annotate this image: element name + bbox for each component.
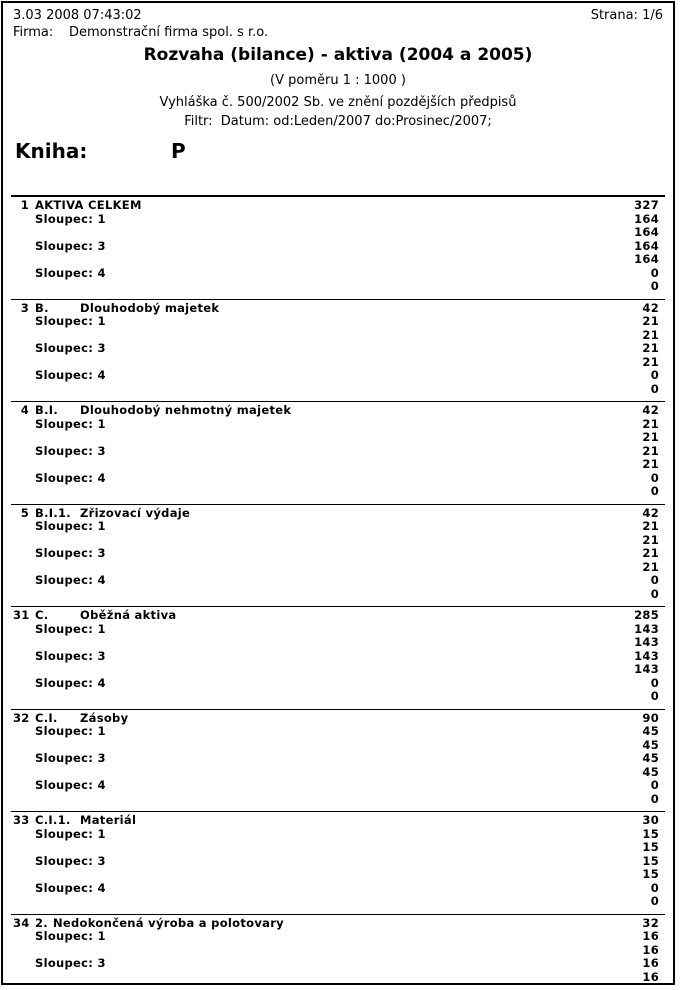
report-section <box>11 606 665 709</box>
report-table <box>3 195 673 985</box>
detail-label: Sloupec: 4 <box>35 778 106 792</box>
detail-value: 0 <box>650 689 659 703</box>
regulation-note: Vyhláška č. 500/2002 Sb. ve znění pozdějších předpisů <box>159 95 517 110</box>
detail-row <box>13 650 659 664</box>
detail-value: 0 <box>650 484 659 498</box>
detail-row <box>13 342 659 356</box>
detail-label: Sloupec: 3 <box>35 648 106 663</box>
detail-row <box>13 971 659 985</box>
detail-value: 0 <box>650 791 659 806</box>
detail-row <box>13 280 659 294</box>
report-section <box>11 299 665 402</box>
detail-row <box>13 636 659 650</box>
detail-row <box>13 445 659 459</box>
section-total: 32 <box>642 915 659 930</box>
detail-value: 0 <box>650 586 659 601</box>
section-header-row <box>13 917 659 931</box>
detail-row <box>13 534 659 548</box>
section-header-row <box>13 712 659 726</box>
report-section <box>11 401 665 504</box>
section-number: 34 <box>13 915 30 930</box>
detail-row <box>13 369 659 383</box>
section-total: 42 <box>642 403 659 417</box>
section-code: C.I. <box>35 710 58 725</box>
section-header-row <box>13 302 659 316</box>
section-total: 90 <box>642 710 659 725</box>
detail-value: 21 <box>642 430 659 444</box>
detail-row <box>13 828 659 842</box>
detail-row <box>13 315 659 329</box>
section-code: C. <box>35 608 49 622</box>
section-header-row <box>13 199 659 213</box>
detail-value: 21 <box>642 341 659 355</box>
detail-value: 143 <box>634 662 659 676</box>
detail-label: Sloupec: 4 <box>35 675 106 690</box>
detail-row <box>13 793 659 807</box>
detail-value: 21 <box>642 327 659 342</box>
section-header-row <box>13 404 659 418</box>
detail-row <box>13 418 659 432</box>
section-name: Nedokončená výroba a polotovary <box>53 915 284 930</box>
detail-label: Sloupec: 1 <box>35 621 106 636</box>
section-name: Oběžná aktiva <box>80 608 177 622</box>
report-page <box>1 1 675 985</box>
detail-row <box>13 329 659 343</box>
detail-value: 21 <box>642 519 659 533</box>
header-line-2 <box>3 24 673 41</box>
detail-row <box>13 226 659 240</box>
detail-row <box>13 485 659 499</box>
section-code: B.I. <box>35 403 58 417</box>
detail-row <box>13 588 659 602</box>
section-code: C.I.1. <box>35 813 71 827</box>
detail-label: Sloupec: 1 <box>35 416 106 431</box>
detail-label: Sloupec: 4 <box>35 573 106 587</box>
section-number: 4 <box>20 403 29 417</box>
detail-label: Sloupec: 3 <box>35 546 106 560</box>
detail-value: 143 <box>634 621 659 636</box>
detail-row <box>13 882 659 896</box>
section-name: Zřizovací výdaje <box>80 505 191 520</box>
detail-row <box>13 520 659 534</box>
report-section <box>11 811 665 914</box>
detail-value: 21 <box>642 559 659 574</box>
report-section <box>11 504 665 607</box>
book-line <box>3 139 673 163</box>
detail-value: 16 <box>642 942 659 957</box>
section-number: 33 <box>13 813 30 827</box>
section-number: 31 <box>13 608 30 622</box>
detail-value: 143 <box>634 648 659 663</box>
detail-label: Sloupec: 1 <box>35 314 106 328</box>
filter-note: Filtr: Datum: od:Leden/2007 do:Prosinec/2007; <box>184 114 492 129</box>
detail-label: Sloupec: 1 <box>35 826 106 841</box>
detail-value: 45 <box>642 737 659 752</box>
detail-row <box>13 431 659 445</box>
page-number: Strana: 1/6 <box>590 8 663 23</box>
detail-value: 0 <box>650 381 659 396</box>
section-code: B. <box>35 300 49 315</box>
detail-value: 21 <box>642 457 659 471</box>
detail-row <box>13 855 659 869</box>
detail-row <box>13 663 659 677</box>
detail-label: Sloupec: 1 <box>35 724 106 738</box>
detail-row <box>13 240 659 254</box>
detail-label: Sloupec: 3 <box>35 341 106 355</box>
report-section <box>11 914 665 986</box>
detail-value: 16 <box>642 956 659 970</box>
detail-value: 15 <box>642 840 659 854</box>
detail-label: Sloupec: 4 <box>35 265 106 280</box>
section-header-row <box>13 814 659 828</box>
detail-row <box>13 739 659 753</box>
detail-value: 0 <box>650 279 659 293</box>
detail-value: 0 <box>650 470 659 485</box>
detail-value: 143 <box>634 635 659 649</box>
detail-row <box>13 957 659 971</box>
detail-value: 15 <box>642 867 659 881</box>
detail-value: 45 <box>642 751 659 765</box>
detail-value: 16 <box>642 929 659 943</box>
section-total: 30 <box>642 813 659 827</box>
section-header-row <box>13 609 659 623</box>
detail-value: 164 <box>634 238 659 253</box>
detail-value: 15 <box>642 826 659 841</box>
section-number: 5 <box>20 505 29 520</box>
section-number: 32 <box>13 710 30 725</box>
detail-value: 0 <box>650 675 659 690</box>
report-section <box>11 709 665 812</box>
detail-row <box>13 868 659 882</box>
section-total: 42 <box>642 300 659 315</box>
detail-value: 0 <box>650 880 659 895</box>
section-header-row <box>13 507 659 521</box>
detail-row <box>13 267 659 281</box>
detail-label: Sloupec: 1 <box>35 519 106 533</box>
section-name: Materiál <box>80 813 137 827</box>
detail-value: 164 <box>634 211 659 226</box>
section-total: 285 <box>634 608 659 622</box>
firm-label: Firma: <box>13 25 54 40</box>
section-total: 327 <box>634 198 659 212</box>
detail-row <box>13 213 659 227</box>
report-section <box>11 195 665 299</box>
detail-value: 45 <box>642 724 659 738</box>
firm-name: Demonstrační firma spol. s r.o. <box>69 25 269 40</box>
detail-row <box>13 752 659 766</box>
detail-row <box>13 561 659 575</box>
section-total: 42 <box>642 505 659 520</box>
detail-label: Sloupec: 4 <box>35 880 106 895</box>
detail-row <box>13 472 659 486</box>
detail-row <box>13 766 659 780</box>
detail-value: 15 <box>642 853 659 868</box>
detail-row <box>13 356 659 370</box>
detail-row <box>13 383 659 397</box>
detail-value: 0 <box>650 778 659 792</box>
detail-label: Sloupec: 1 <box>35 929 106 943</box>
detail-row <box>13 944 659 958</box>
detail-row <box>13 547 659 561</box>
detail-value: 0 <box>650 573 659 587</box>
section-code: B.I.1. <box>35 505 71 520</box>
detail-row <box>13 458 659 472</box>
detail-value: 21 <box>642 354 659 369</box>
detail-row <box>13 574 659 588</box>
book-value: P <box>171 139 186 163</box>
detail-label: Sloupec: 4 <box>35 470 106 485</box>
detail-row <box>13 690 659 704</box>
detail-value: 16 <box>642 969 659 984</box>
section-name: Dlouhodobý nehmotný majetek <box>80 403 292 417</box>
detail-value: 21 <box>642 416 659 431</box>
report-title: Rozvaha (bilance) - aktiva (2004 a 2005) <box>143 45 533 65</box>
detail-value: 45 <box>642 764 659 779</box>
detail-label: Sloupec: 3 <box>35 853 106 868</box>
detail-row <box>13 623 659 637</box>
detail-value: 21 <box>642 314 659 328</box>
detail-row <box>13 253 659 267</box>
detail-label: Sloupec: 3 <box>35 238 106 253</box>
detail-label: Sloupec: 3 <box>35 956 106 970</box>
section-name: AKTIVA CELKEM <box>35 198 142 212</box>
ratio-note: (V poměru 1 : 1000 ) <box>270 73 406 88</box>
detail-label: Sloupec: 3 <box>35 751 106 765</box>
detail-value: 21 <box>642 546 659 560</box>
detail-label: Sloupec: 4 <box>35 368 106 382</box>
detail-row <box>13 725 659 739</box>
detail-row <box>13 677 659 691</box>
detail-value: 21 <box>642 532 659 547</box>
detail-value: 0 <box>650 894 659 908</box>
detail-label: Sloupec: 3 <box>35 443 106 458</box>
section-code: 2. <box>35 915 48 930</box>
section-number: 3 <box>20 300 29 315</box>
detail-label: Sloupec: 1 <box>35 211 106 226</box>
detail-value: 21 <box>642 443 659 458</box>
detail-value: 164 <box>634 252 659 266</box>
book-label: Kniha: <box>15 139 88 163</box>
detail-row <box>13 779 659 793</box>
section-name: Zásoby <box>80 710 129 725</box>
detail-value: 0 <box>650 368 659 382</box>
print-datetime: 3.03 2008 07:43:02 <box>13 8 142 23</box>
detail-row <box>13 930 659 944</box>
section-number: 1 <box>20 198 29 212</box>
detail-row <box>13 841 659 855</box>
detail-value: 0 <box>650 265 659 280</box>
section-name: Dlouhodobý majetek <box>80 300 220 315</box>
detail-value: 164 <box>634 225 659 239</box>
header-line-1 <box>3 3 673 24</box>
detail-row <box>13 895 659 909</box>
